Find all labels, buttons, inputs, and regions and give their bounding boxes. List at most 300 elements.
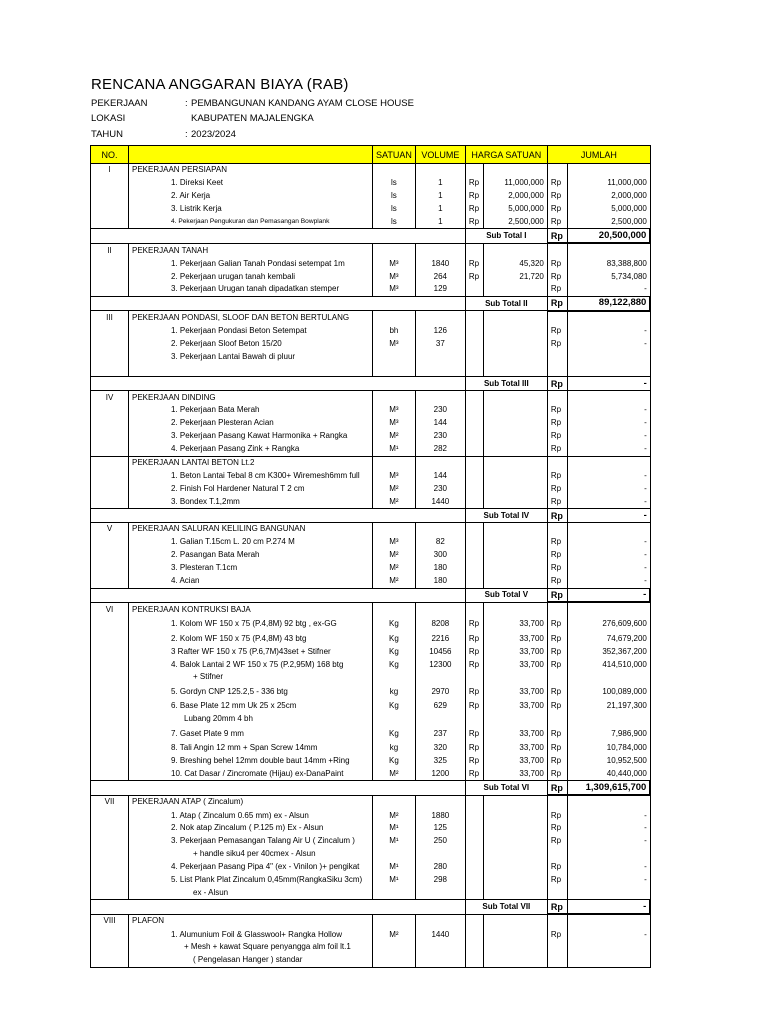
- harga-value: [483, 350, 547, 363]
- empty-cell: [91, 296, 129, 310]
- empty-cell: [91, 562, 129, 575]
- empty-cell: [465, 602, 483, 616]
- item-volume: 180: [415, 575, 465, 588]
- item-volume: 144: [415, 469, 465, 482]
- jumlah-currency: Rp: [547, 257, 567, 270]
- jumlah-currency: Rp: [547, 482, 567, 495]
- item-volume: 10456: [415, 645, 465, 658]
- harga-value: [483, 928, 547, 941]
- empty-cell: [465, 363, 483, 376]
- table-row: [91, 216, 651, 229]
- empty-cell: [91, 216, 129, 229]
- item-satuan: M²: [373, 430, 416, 443]
- subtotal-row: [91, 588, 651, 602]
- empty-cell: [91, 270, 129, 283]
- section-number: III: [91, 311, 129, 325]
- table-row: [91, 835, 651, 848]
- harga-value: [483, 575, 547, 588]
- empty-cell: [547, 914, 567, 928]
- item-description: 2. Finish Fol Hardener Natural T 2 cm: [129, 482, 373, 495]
- table-row: [91, 482, 651, 495]
- empty-cell: [91, 549, 129, 562]
- harga-value: 2,500,000: [483, 216, 547, 229]
- jumlah-currency: Rp: [547, 430, 567, 443]
- item-volume: 1: [415, 177, 465, 190]
- harga-value: [483, 874, 547, 887]
- item-volume: 1440: [415, 928, 465, 941]
- empty-cell: [91, 767, 129, 780]
- empty-cell: [465, 954, 483, 967]
- empty-cell: [567, 713, 650, 726]
- item-description: 1. Galian T.15cm L. 20 cm P.274 M: [129, 536, 373, 549]
- empty-cell: [129, 900, 373, 914]
- section-row: [91, 523, 651, 536]
- empty-cell: [373, 886, 416, 899]
- harga-value: 11,000,000: [483, 177, 547, 190]
- empty-cell: [567, 523, 650, 536]
- empty-cell: [465, 523, 483, 536]
- item-description: ex - Alsun: [129, 886, 373, 899]
- item-satuan: M²: [373, 549, 416, 562]
- subtotal-currency: Rp: [547, 588, 567, 602]
- item-volume: 298: [415, 874, 465, 887]
- empty-cell: [91, 363, 129, 376]
- item-satuan: Kg: [373, 616, 416, 632]
- item-satuan: Kg: [373, 632, 416, 645]
- jumlah-value: -: [567, 861, 650, 874]
- empty-cell: [547, 363, 567, 376]
- section-title: PEKERJAAN ATAP ( Zincalum): [129, 795, 373, 809]
- empty-cell: [91, 495, 129, 508]
- jumlah-currency: Rp: [547, 835, 567, 848]
- table-row: [91, 495, 651, 508]
- item-satuan: ls: [373, 177, 416, 190]
- harga-currency: [465, 809, 483, 822]
- item-description: 2. Kolom WF 150 x 75 (P.4,8M) 43 btg: [129, 632, 373, 645]
- empty-cell: [483, 795, 547, 809]
- empty-cell: [373, 941, 416, 954]
- table-row: [91, 257, 651, 270]
- col-jumlah: JUMLAH: [547, 146, 650, 164]
- table-row: [91, 270, 651, 283]
- item-satuan: Kg: [373, 726, 416, 742]
- item-description: 3. Pekerjaan Pasang Kawat Harmonika + Rangka: [129, 430, 373, 443]
- jumlah-value: 10,784,000: [567, 742, 650, 755]
- empty-cell: [483, 391, 547, 404]
- harga-currency: [465, 536, 483, 549]
- item-description: 1. Direksi Keet: [129, 177, 373, 190]
- empty-cell: [547, 671, 567, 684]
- empty-cell: [465, 243, 483, 257]
- item-satuan: Kg: [373, 658, 416, 671]
- harga-currency: Rp: [465, 755, 483, 768]
- item-description: 3. Pekerjaan Urugan tanah dipadatkan stemper: [129, 283, 373, 296]
- jumlah-currency: Rp: [547, 404, 567, 417]
- harga-value: [483, 822, 547, 835]
- empty-cell: [91, 443, 129, 456]
- harga-currency: Rp: [465, 616, 483, 632]
- item-volume: 129: [415, 283, 465, 296]
- item-satuan: M³: [373, 270, 416, 283]
- empty-cell: [567, 914, 650, 928]
- subtotal-value: -: [567, 588, 650, 602]
- empty-cell: [373, 523, 416, 536]
- item-volume: 230: [415, 482, 465, 495]
- jumlah-currency: Rp: [547, 767, 567, 780]
- harga-currency: Rp: [465, 684, 483, 700]
- jumlah-currency: Rp: [547, 684, 567, 700]
- harga-currency: Rp: [465, 632, 483, 645]
- item-volume: 2216: [415, 632, 465, 645]
- section-title: PLAFON: [129, 914, 373, 928]
- empty-cell: [91, 350, 129, 363]
- section-title: PEKERJAAN TANAH: [129, 243, 373, 257]
- item-description: 1. Alumunium Foil & Glasswool+ Rangka Hollow: [129, 928, 373, 941]
- section-row: [91, 391, 651, 404]
- empty-cell: [373, 456, 416, 469]
- col-desc: [129, 146, 373, 164]
- meta-value: KABUPATEN MAJALENGKA: [191, 113, 314, 124]
- section-number: IV: [91, 391, 129, 404]
- empty-cell: [415, 363, 465, 376]
- col-no: NO.: [91, 146, 129, 164]
- harga-value: 33,700: [483, 700, 547, 713]
- empty-cell: [415, 523, 465, 536]
- item-satuan: M²: [373, 928, 416, 941]
- harga-currency: [465, 338, 483, 351]
- empty-cell: [483, 713, 547, 726]
- empty-cell: [91, 283, 129, 296]
- empty-cell: [373, 509, 416, 523]
- table-row: [91, 658, 651, 671]
- table-row: [91, 417, 651, 430]
- harga-currency: Rp: [465, 216, 483, 229]
- col-harga: HARGA SATUAN: [465, 146, 547, 164]
- harga-currency: [465, 549, 483, 562]
- table-row: [91, 684, 651, 700]
- empty-cell: [483, 941, 547, 954]
- item-satuan: ls: [373, 216, 416, 229]
- harga-currency: [465, 283, 483, 296]
- subtotal-value: -: [567, 377, 650, 391]
- item-description: 3 Rafter WF 150 x 75 (P.6,7M)43set + Stifner: [129, 645, 373, 658]
- item-description: + Stifner: [129, 671, 373, 684]
- harga-value: 33,700: [483, 767, 547, 780]
- item-description: 3. Plesteran T.1cm: [129, 562, 373, 575]
- continuation-row: [91, 941, 651, 954]
- item-volume: [415, 350, 465, 363]
- empty-cell: [547, 164, 567, 177]
- item-description: 1. Beton Lantai Tebal 8 cm K300+ Wiremesh6mm full: [129, 469, 373, 482]
- subtotal-label: Sub Total VII: [465, 900, 547, 914]
- jumlah-value: 2,500,000: [567, 216, 650, 229]
- empty-cell: [91, 177, 129, 190]
- item-description: 4. Balok Lantai 2 WF 150 x 75 (P.2,95M) 168 btg: [129, 658, 373, 671]
- empty-cell: [129, 363, 373, 376]
- item-satuan: M¹: [373, 835, 416, 848]
- empty-cell: [415, 713, 465, 726]
- harga-value: 33,700: [483, 755, 547, 768]
- jumlah-value: -: [567, 430, 650, 443]
- empty-cell: [415, 671, 465, 684]
- jumlah-value: -: [567, 549, 650, 562]
- jumlah-currency: Rp: [547, 443, 567, 456]
- harga-value: [483, 430, 547, 443]
- meta-colon: :: [185, 98, 188, 109]
- empty-cell: [373, 311, 416, 325]
- jumlah-currency: Rp: [547, 874, 567, 887]
- subtotal-currency: Rp: [547, 781, 567, 795]
- item-volume: 37: [415, 338, 465, 351]
- harga-value: [483, 404, 547, 417]
- harga-value: [483, 495, 547, 508]
- section-row: [91, 795, 651, 809]
- jumlah-value: -: [567, 325, 650, 338]
- empty-cell: [415, 914, 465, 928]
- empty-cell: [373, 914, 416, 928]
- item-volume: 1840: [415, 257, 465, 270]
- table-row: [91, 190, 651, 203]
- item-satuan: Kg: [373, 700, 416, 713]
- empty-cell: [465, 914, 483, 928]
- empty-cell: [373, 781, 416, 795]
- section-row: [91, 164, 651, 177]
- empty-cell: [465, 713, 483, 726]
- empty-cell: [567, 456, 650, 469]
- empty-cell: [373, 243, 416, 257]
- harga-currency: [465, 495, 483, 508]
- harga-value: 33,700: [483, 645, 547, 658]
- item-volume: 1: [415, 216, 465, 229]
- empty-cell: [91, 229, 129, 243]
- empty-cell: [415, 781, 465, 795]
- empty-cell: [465, 311, 483, 325]
- empty-cell: [415, 795, 465, 809]
- subtotal-value: 20,500,000: [567, 229, 650, 243]
- item-volume: 126: [415, 325, 465, 338]
- table-row: [91, 767, 651, 780]
- empty-cell: [465, 941, 483, 954]
- harga-currency: [465, 404, 483, 417]
- item-description: 10. Cat Dasar / Zincromate (Hijau) ex-DanaPaint: [129, 767, 373, 780]
- empty-cell: [465, 391, 483, 404]
- jumlah-currency: Rp: [547, 283, 567, 296]
- section-number: VIII: [91, 914, 129, 928]
- table-row: [91, 874, 651, 887]
- empty-cell: [415, 941, 465, 954]
- item-volume: 230: [415, 404, 465, 417]
- item-volume: 300: [415, 549, 465, 562]
- empty-cell: [567, 602, 650, 616]
- empty-cell: [415, 954, 465, 967]
- empty-cell: [483, 886, 547, 899]
- table-row: [91, 700, 651, 713]
- item-description: + Mesh + kawat Square penyangga alm foil lt.1: [129, 941, 373, 954]
- harga-value: [483, 469, 547, 482]
- jumlah-value: 100,089,000: [567, 684, 650, 700]
- item-volume: 282: [415, 443, 465, 456]
- empty-cell: [373, 795, 416, 809]
- jumlah-currency: Rp: [547, 495, 567, 508]
- harga-currency: [465, 562, 483, 575]
- jumlah-currency: Rp: [547, 469, 567, 482]
- empty-cell: [91, 700, 129, 713]
- subtotal-label: Sub Total IV: [465, 509, 547, 523]
- harga-currency: Rp: [465, 742, 483, 755]
- empty-cell: [415, 509, 465, 523]
- empty-cell: [91, 257, 129, 270]
- subtotal-value: -: [567, 900, 650, 914]
- table-header-row: [91, 146, 651, 164]
- harga-value: 45,320: [483, 257, 547, 270]
- empty-cell: [91, 536, 129, 549]
- empty-cell: [415, 391, 465, 404]
- item-volume: 180: [415, 562, 465, 575]
- harga-currency: Rp: [465, 726, 483, 742]
- empty-cell: [465, 886, 483, 899]
- empty-cell: [415, 229, 465, 243]
- harga-value: 33,700: [483, 684, 547, 700]
- subtotal-currency: Rp: [547, 296, 567, 310]
- empty-cell: [91, 469, 129, 482]
- rab-table: [90, 145, 651, 968]
- harga-currency: [465, 430, 483, 443]
- empty-cell: [483, 311, 547, 325]
- empty-cell: [91, 874, 129, 887]
- harga-value: [483, 562, 547, 575]
- jumlah-value: 74,679,200: [567, 632, 650, 645]
- table-row: [91, 404, 651, 417]
- jumlah-value: 10,952,500: [567, 755, 650, 768]
- subtotal-row: [91, 781, 651, 795]
- subtotal-row: [91, 296, 651, 310]
- jumlah-currency: Rp: [547, 270, 567, 283]
- jumlah-value: -: [567, 562, 650, 575]
- section-row: [91, 311, 651, 325]
- table-row: [91, 645, 651, 658]
- item-volume: 280: [415, 861, 465, 874]
- jumlah-value: -: [567, 283, 650, 296]
- meta-key: PEKERJAAN: [91, 98, 148, 109]
- item-description: 8. Tali Angin 12 mm + Span Screw 14mm: [129, 742, 373, 755]
- item-description: 2. Nok atap Zincalum ( P.125 m) Ex - Alsun: [129, 822, 373, 835]
- empty-cell: [373, 602, 416, 616]
- empty-cell: [465, 848, 483, 861]
- harga-value: 2,000,000: [483, 190, 547, 203]
- harga-currency: Rp: [465, 645, 483, 658]
- jumlah-currency: Rp: [547, 645, 567, 658]
- table-row: [91, 350, 651, 363]
- item-satuan: M²: [373, 495, 416, 508]
- jumlah-value: 5,000,000: [567, 203, 650, 216]
- item-description: 5. Gordyn CNP 125.2,5 - 336 btg: [129, 684, 373, 700]
- empty-cell: [547, 391, 567, 404]
- empty-cell: [91, 658, 129, 671]
- subtotal-currency: Rp: [547, 509, 567, 523]
- item-satuan: M²: [373, 482, 416, 495]
- table-row: [91, 338, 651, 351]
- empty-cell: [91, 861, 129, 874]
- item-description: 4. Pekerjaan Pengukuran dan Pemasangan Bowplank: [129, 216, 373, 229]
- continuation-row: [91, 713, 651, 726]
- meta-value: 2023/2024: [191, 129, 236, 140]
- item-volume: 1880: [415, 809, 465, 822]
- item-satuan: M³: [373, 536, 416, 549]
- empty-cell: [129, 588, 373, 602]
- empty-cell: [373, 229, 416, 243]
- jumlah-value: -: [567, 809, 650, 822]
- empty-cell: [547, 941, 567, 954]
- harga-value: 33,700: [483, 658, 547, 671]
- subtotal-label: Sub Total III: [465, 377, 547, 391]
- empty-cell: [91, 755, 129, 768]
- harga-value: 33,700: [483, 632, 547, 645]
- jumlah-value: 276,609,600: [567, 616, 650, 632]
- jumlah-currency: Rp: [547, 417, 567, 430]
- section-number: VI: [91, 602, 129, 616]
- jumlah-value: 40,440,000: [567, 767, 650, 780]
- meta-colon: :: [185, 129, 188, 140]
- empty-cell: [415, 588, 465, 602]
- table-row: [91, 755, 651, 768]
- empty-cell: [465, 164, 483, 177]
- item-volume: 12300: [415, 658, 465, 671]
- item-satuan: ls: [373, 203, 416, 216]
- empty-cell: [91, 809, 129, 822]
- empty-cell: [129, 377, 373, 391]
- section-title: PEKERJAAN DINDING: [129, 391, 373, 404]
- jumlah-currency: Rp: [547, 809, 567, 822]
- item-volume: 264: [415, 270, 465, 283]
- empty-cell: [547, 713, 567, 726]
- harga-value: 33,700: [483, 616, 547, 632]
- item-volume: 144: [415, 417, 465, 430]
- jumlah-value: 7,986,900: [567, 726, 650, 742]
- item-description: ( Pengelasan Hanger ) standar: [129, 954, 373, 967]
- empty-cell: [547, 523, 567, 536]
- jumlah-value: [567, 350, 650, 363]
- item-satuan: M³: [373, 469, 416, 482]
- item-volume: 320: [415, 742, 465, 755]
- empty-cell: [483, 456, 547, 469]
- meta-key: TAHUN: [91, 129, 124, 140]
- subtotal-value: -: [567, 509, 650, 523]
- harga-value: [483, 283, 547, 296]
- page-title: RENCANA ANGGARAN BIAYA (RAB): [91, 76, 349, 93]
- empty-cell: [547, 602, 567, 616]
- harga-currency: [465, 861, 483, 874]
- empty-cell: [547, 311, 567, 325]
- empty-cell: [483, 243, 547, 257]
- empty-cell: [373, 363, 416, 376]
- item-description: 1. Atap ( Zincalum 0.65 mm) ex - Alsun: [129, 809, 373, 822]
- jumlah-value: 11,000,000: [567, 177, 650, 190]
- meta-key: LOKASI: [91, 113, 126, 124]
- empty-cell: [91, 404, 129, 417]
- empty-cell: [91, 671, 129, 684]
- empty-cell: [567, 941, 650, 954]
- empty-cell: [483, 363, 547, 376]
- item-satuan: kg: [373, 742, 416, 755]
- section-row: [91, 243, 651, 257]
- empty-cell: [91, 941, 129, 954]
- section-number: I: [91, 164, 129, 177]
- empty-cell: [373, 377, 416, 391]
- item-satuan: M²: [373, 767, 416, 780]
- item-volume: 250: [415, 835, 465, 848]
- harga-value: [483, 325, 547, 338]
- empty-cell: [547, 886, 567, 899]
